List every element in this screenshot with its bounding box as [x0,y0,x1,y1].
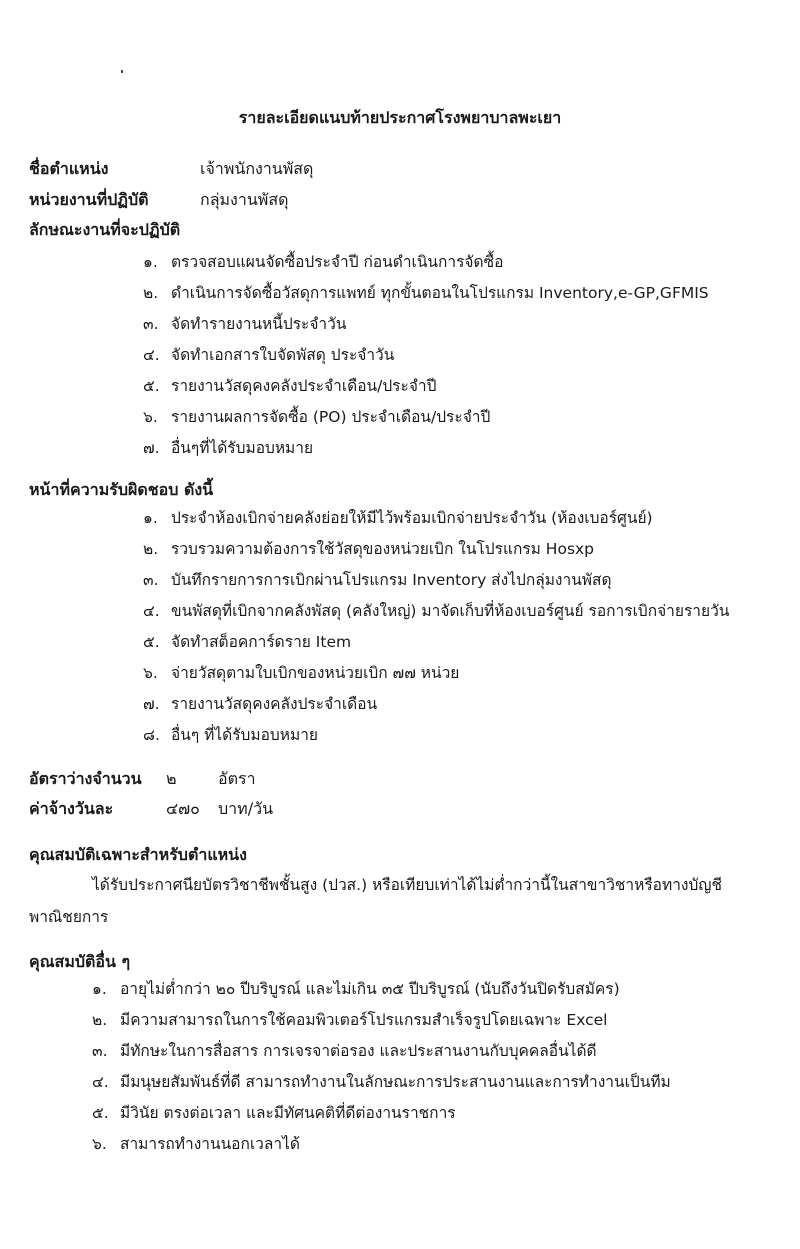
list-item-number: ๓. [143,571,159,589]
list-item [92,1100,671,1131]
list-item-text: รายงานวัสดุคงคลังประจำเดือน [171,695,378,713]
position-value: เจ้าพนักงานพัสดุ [200,159,314,178]
list-item [143,505,729,536]
list-item [143,567,729,598]
list-item-text: รวบรวมความต้องการใช้วัสดุของหน่วยเบิก ในโปรแกรม Hosxp [171,540,595,558]
qualifications-heading: คุณสมบัติเฉพาะสำหรับตำแหน่ง [29,845,247,864]
list-item-number: ๓. [92,1042,108,1060]
list-item [143,342,709,373]
list-item-number: ๑. [143,509,158,527]
list-item-number: ๘. [143,726,160,744]
duties-heading: หน้าที่ความรับผิดชอบ ดังนี้ [29,480,214,499]
list-item-number: ๑. [92,980,107,998]
list-item-number: ๒. [92,1011,108,1029]
job-nature-heading: ลักษณะงานที่จะปฏิบัติ [29,220,181,239]
list-item [143,404,709,435]
list-item-number: ๖. [92,1135,107,1153]
list-item-number: ๕. [92,1104,109,1122]
list-item-number: ๒. [143,540,159,558]
list-item-text: มีมนุษยสัมพันธ์ที่ดี สามารถทำงานในลักษณะการประสานงานและการทำงานเป็นทีม [120,1073,671,1091]
list-item-text: ตรวจสอบแผนจัดซื้อประจำปี ก่อนดำเนินการจัดซื้อ [171,253,504,271]
list-item [143,598,729,629]
list-item-text: ขนพัสดุที่เบิกจากคลังพัสดุ (คลังใหญ่) มาจัดเก็บที่ห้องเบอร์ศูนย์ รอการเบิกจ่ายรายวัน [171,602,730,620]
list-item [143,311,709,342]
list-item-text: มีวินัย ตรงต่อเวลา และมีทัศนคติที่ดีต่องานราชการ [120,1104,456,1122]
list-item-text: บันทึกรายการการเบิกผ่านโปรแกรม Inventory ส่งไปกลุ่มงานพัสดุ [171,571,612,589]
unit-label: หน่วยงานที่ปฏิบัติ [29,190,149,209]
list-item-text: อื่นๆที่ได้รับมอบหมาย [171,439,314,457]
list-item [143,249,709,280]
list-item-number: ๔. [143,602,160,620]
list-item-number: ๒. [143,284,159,302]
vacancy-label: อัตราว่างจำนวน [29,769,142,788]
list-item [143,280,709,311]
list-item [92,1007,671,1038]
wage-label: ค่าจ้างวันละ [29,799,114,818]
list-item-number: ๕. [143,633,160,651]
list-item-text: สามารถทำงานนอกเวลาได้ [120,1135,300,1153]
wage-amount: ๔๗๐ [166,799,200,818]
list-item-text: ประจำห้องเบิกจ่ายคลังย่อยให้มีไว้พร้อมเบิกจ่ายประจำวัน (ห้องเบอร์ศูนย์) [171,509,653,527]
list-item-number: ๑. [143,253,158,271]
list-item-text: รายงานผลการจัดซื้อ (PO) ประจำเดือน/ประจำปี [171,408,491,426]
list-item [92,1131,671,1162]
list-item-text: มีทักษะในการสื่อสาร การเจรจาต่อรอง และประสานงานกับบุคคลอื่นได้ดี [120,1042,597,1060]
list-item [143,629,729,660]
list-item [143,435,709,466]
list-item [143,660,729,691]
list-item [92,1038,671,1069]
list-item-number: ๔. [143,346,160,364]
qualifications-line-1: ได้รับประกาศนียบัตรวิชาชีพชั้นสูง (ปวส.) หรือเทียบเท่าได้ไม่ต่ำกว่านี้ในสาขาวิชาหรือทางบัญชี [92,876,723,894]
vacancy-count: ๒ [166,769,177,788]
list-item [92,1069,671,1100]
list-item-text: อายุไม่ต่ำกว่า ๒๐ ปีบริบูรณ์ และไม่เกิน ๓๕ ปีบริบูรณ์ (นับถึงวันปิดรับสมัคร) [120,980,620,998]
list-item [143,722,729,753]
list-item-text: ดำเนินการจัดซื้อวัสดุการแพทย์ ทุกขั้นตอนในโปรแกรม Inventory,e-GP,GFMIS [171,284,709,302]
job-nature-list [143,249,709,466]
list-item-text: มีความสามารถในการใช้คอมพิวเตอร์โปรแกรมสำเร็จรูปโดยเฉพาะ Excel [120,1011,608,1029]
list-item-text: อื่นๆ ที่ได้รับมอบหมาย [171,726,318,744]
qualifications-line-2: พาณิชยการ [29,908,109,926]
unit-value: กลุ่มงานพัสดุ [200,190,289,209]
list-item-number: ๔. [92,1073,109,1091]
list-item [92,976,671,1007]
position-label: ชื่อตำแหน่ง [29,159,109,178]
wage-unit: บาท/วัน [218,799,273,818]
list-item-text: รายงานวัสดุคงคลังประจำเดือน/ประจำปี [171,377,437,395]
list-item-number: ๓. [143,315,159,333]
list-item [143,373,709,404]
list-item-text: จ่ายวัสดุตามใบเบิกของหน่วยเบิก ๗๗ หน่วย [171,664,460,682]
list-item [143,536,729,567]
list-item [143,691,729,722]
other-qualifications-list [92,976,671,1162]
list-item-text: จัดทำเอกสารใบจัดพัสดุ ประจำวัน [171,346,395,364]
duties-list [143,505,729,753]
vacancy-unit: อัตรา [218,769,256,788]
list-item-text: จัดทำรายงานหนี้ประจำวัน [171,315,347,333]
other-qualifications-heading: คุณสมบัติอื่น ๆ [29,952,131,971]
list-item-number: ๗. [143,439,160,457]
list-item-number: ๖. [143,408,158,426]
list-item-number: ๕. [143,377,160,395]
list-item-number: ๖. [143,664,158,682]
document-title: รายละเอียดแนบท้ายประกาศโรงพยาบาลพะเยา [238,108,562,127]
list-item-number: ๗. [143,695,160,713]
list-item-text: จัดทำสต็อคการ์ดราย Item [171,633,352,651]
scan-speck [121,70,123,73]
